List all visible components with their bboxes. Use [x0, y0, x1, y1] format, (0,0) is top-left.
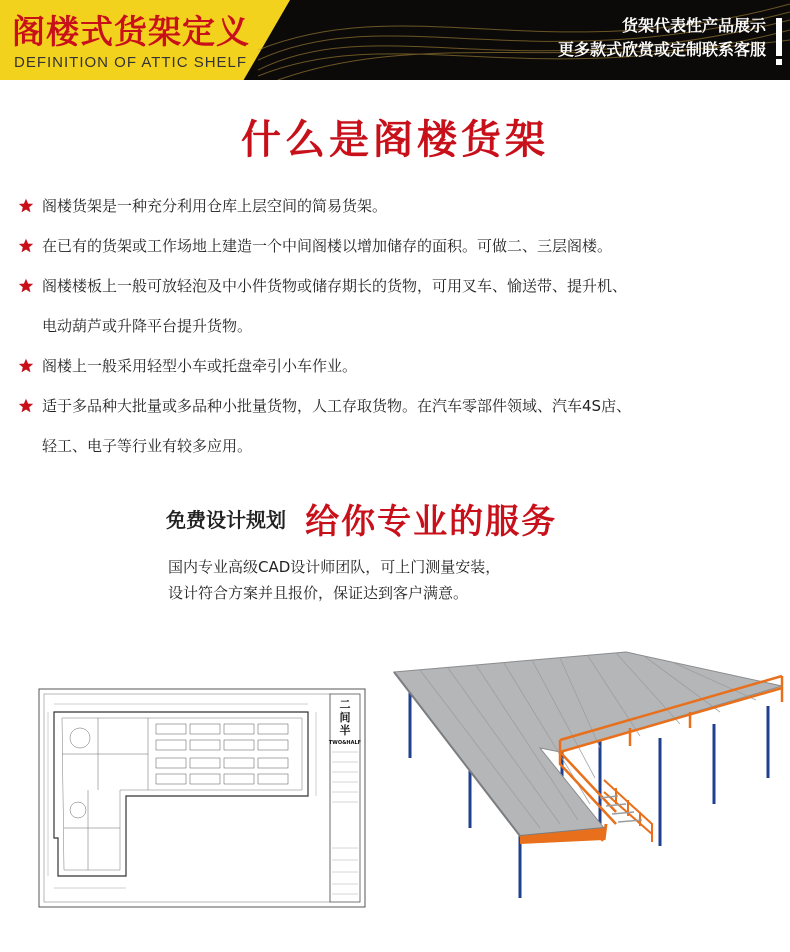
cad-logo-line2: 间 [339, 711, 351, 724]
service-big-title: 给你专业的服务 [305, 502, 558, 542]
star-icon [18, 198, 34, 214]
list-item [18, 186, 778, 226]
cad-logo-line3: 半 [339, 724, 351, 737]
star-icon [18, 278, 34, 294]
star-icon [18, 398, 34, 414]
list-item-text: 在已有的货架或工作场地上建造一个中间阁楼以增加储存的面积。可做二、三层阁楼。 [42, 237, 613, 255]
list-item-text: 阁楼楼板上一般可放轻泡及中小件货物或储存期长的货物，可用叉车、愉送带、提升机、 [42, 277, 628, 295]
list-item [18, 226, 778, 266]
cad-floor-plan-image [38, 688, 366, 908]
section-title: 什么是阁楼货架 [241, 117, 549, 163]
cad-logo-line1: 二 [339, 698, 351, 711]
list-item-text: 轻工、电子等行业有较多应用。 [42, 437, 253, 455]
cad-logo-brand: TWO&HALF [328, 740, 362, 746]
header-banner [0, 0, 790, 80]
feature-list [18, 186, 778, 466]
service-desc-line1: 国内专业高级CAD设计师团队，可上门测量安装， [168, 558, 501, 576]
exclamation-icon [776, 18, 782, 56]
star-icon [18, 238, 34, 254]
list-item [18, 346, 778, 386]
list-item [18, 386, 778, 426]
list-item [18, 266, 778, 306]
list-item-text: 阁楼上一般采用轻型小车或托盘牵引小车作业。 [42, 357, 358, 375]
list-item-continuation [18, 306, 778, 346]
list-item-continuation [18, 426, 778, 466]
service-small-title: 免费设计规划 [166, 508, 286, 532]
service-desc-line2: 设计符合方案并且报价，保证达到客户满意。 [168, 584, 469, 602]
banner-right-line2: 更多款式欣赏或定制联系客服 [557, 40, 766, 59]
list-item-text: 阁楼货架是一种充分利用仓库上层空间的简易货架。 [42, 197, 388, 215]
banner-title: 阁楼式货架定义 [12, 12, 250, 51]
service-description [168, 554, 500, 606]
service-heading [166, 494, 557, 543]
star-icon [18, 358, 34, 374]
list-item-text: 电动葫芦或升降平台提升货物。 [42, 317, 253, 335]
attic-platform-image [390, 628, 790, 924]
banner-right-text [558, 14, 766, 62]
banner-right-line1: 货架代表性产品展示 [621, 16, 766, 35]
list-item-text: 适于多品种大批量或多品种小批量货物，人工存取货物。在汽车零部件领域、汽车4S店、 [42, 397, 632, 415]
banner-subtitle: DEFINITION OF ATTIC SHELF [14, 54, 248, 71]
